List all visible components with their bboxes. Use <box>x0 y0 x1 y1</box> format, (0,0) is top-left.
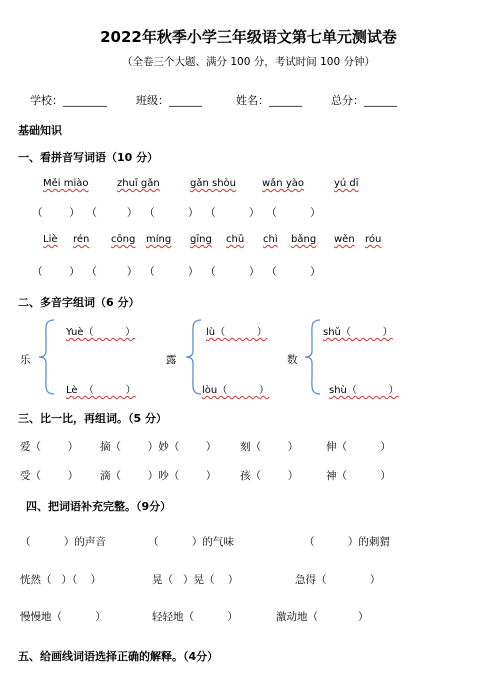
name-field: 姓名：______ <box>236 94 302 107</box>
section-4-title: 四、把词语补充完整。（9分） <box>26 500 172 513</box>
fill-item: 晃（ ）晃（ ） <box>152 574 239 586</box>
pinyin: yú dī <box>334 178 359 189</box>
pinyin: rén <box>73 234 90 245</box>
polyphone-item: shù（ ） <box>329 385 399 396</box>
left-brace-icon <box>36 318 58 396</box>
pinyin: wǎn yào <box>262 178 304 189</box>
fill-item: 激动地（ ） <box>276 611 369 623</box>
polyphone-item: lòu（ ） <box>202 385 270 396</box>
pinyin: Liè <box>43 234 58 245</box>
compare-item: 神（ ） <box>326 470 391 482</box>
polyphone-char: 数 <box>287 354 298 366</box>
pinyin: míng <box>146 234 172 245</box>
compare-item: 刻（ ） <box>240 441 299 453</box>
pinyin: gǎn shòu <box>190 178 236 189</box>
total-score-field: 总分：______ <box>331 94 397 107</box>
section-2-title: 二、多音字组词（6 分） <box>18 296 140 309</box>
polyphone-item: shǔ（ ） <box>323 327 393 338</box>
compare-item: 滴（ ）吵（ ） <box>100 470 217 482</box>
left-brace-icon <box>302 318 324 396</box>
polyphone-item: lù（ ） <box>206 327 267 338</box>
pinyin: Měi miào <box>43 178 89 189</box>
fill-item: 恍然（ ）（ ） <box>20 574 102 586</box>
polyphone-item: Lè （ ） <box>66 385 136 396</box>
answer-blank-row: （ ） （ ） （ ） （ ） （ ） <box>32 266 321 278</box>
polyphone-item: Yuè（ ） <box>66 327 136 338</box>
fill-item: （ ）的刺猬 <box>304 536 390 548</box>
fill-item: （ ）的声音 <box>20 536 106 548</box>
pinyin: róu <box>365 234 382 245</box>
page-title: 2022年秋季小学三年级语文第七单元测试卷 <box>100 28 397 46</box>
pinyin: gīng <box>190 234 212 245</box>
fill-item: 轻轻地（ ） <box>152 611 238 623</box>
compare-item: 伸（ ） <box>326 441 391 453</box>
pinyin: bǎng <box>291 234 317 245</box>
pinyin: zhuī gǎn <box>117 178 160 189</box>
pinyin: cōng <box>111 234 136 245</box>
compare-item: 受（ ） <box>20 470 79 482</box>
compare-item: 爱（ ） <box>20 441 79 453</box>
part-label: 基础知识 <box>18 124 62 137</box>
pinyin: wěn <box>334 234 355 245</box>
pinyin: chì <box>263 234 278 245</box>
fill-item: 急得（ ） <box>295 574 381 586</box>
class-field: 班级：______ <box>136 94 202 107</box>
section-1-title: 一、看拼音写词语（10 分） <box>18 151 159 164</box>
answer-blank-row: （ ） （ ） （ ） （ ） （ ） <box>32 207 321 219</box>
section-3-title: 三、比一比，再组词。（5 分） <box>18 412 167 425</box>
school-field: 学校：________ <box>30 94 107 107</box>
compare-item: 孩（ ） <box>240 470 299 482</box>
fill-item: 慢慢地（ ） <box>20 611 106 623</box>
fill-item: （ ）的气味 <box>148 536 234 548</box>
polyphone-char: 乐 <box>20 354 31 366</box>
polyphone-char: 露 <box>166 354 177 366</box>
compare-item: 摘（ ）妙（ ） <box>100 441 217 453</box>
pinyin: chǔ <box>226 234 245 245</box>
page-subtitle: （全卷三个大题、满分 100 分，考试时间 100 分钟） <box>122 56 375 68</box>
section-5-title: 五、给画线词语选择正确的解释。（4分） <box>18 650 219 663</box>
